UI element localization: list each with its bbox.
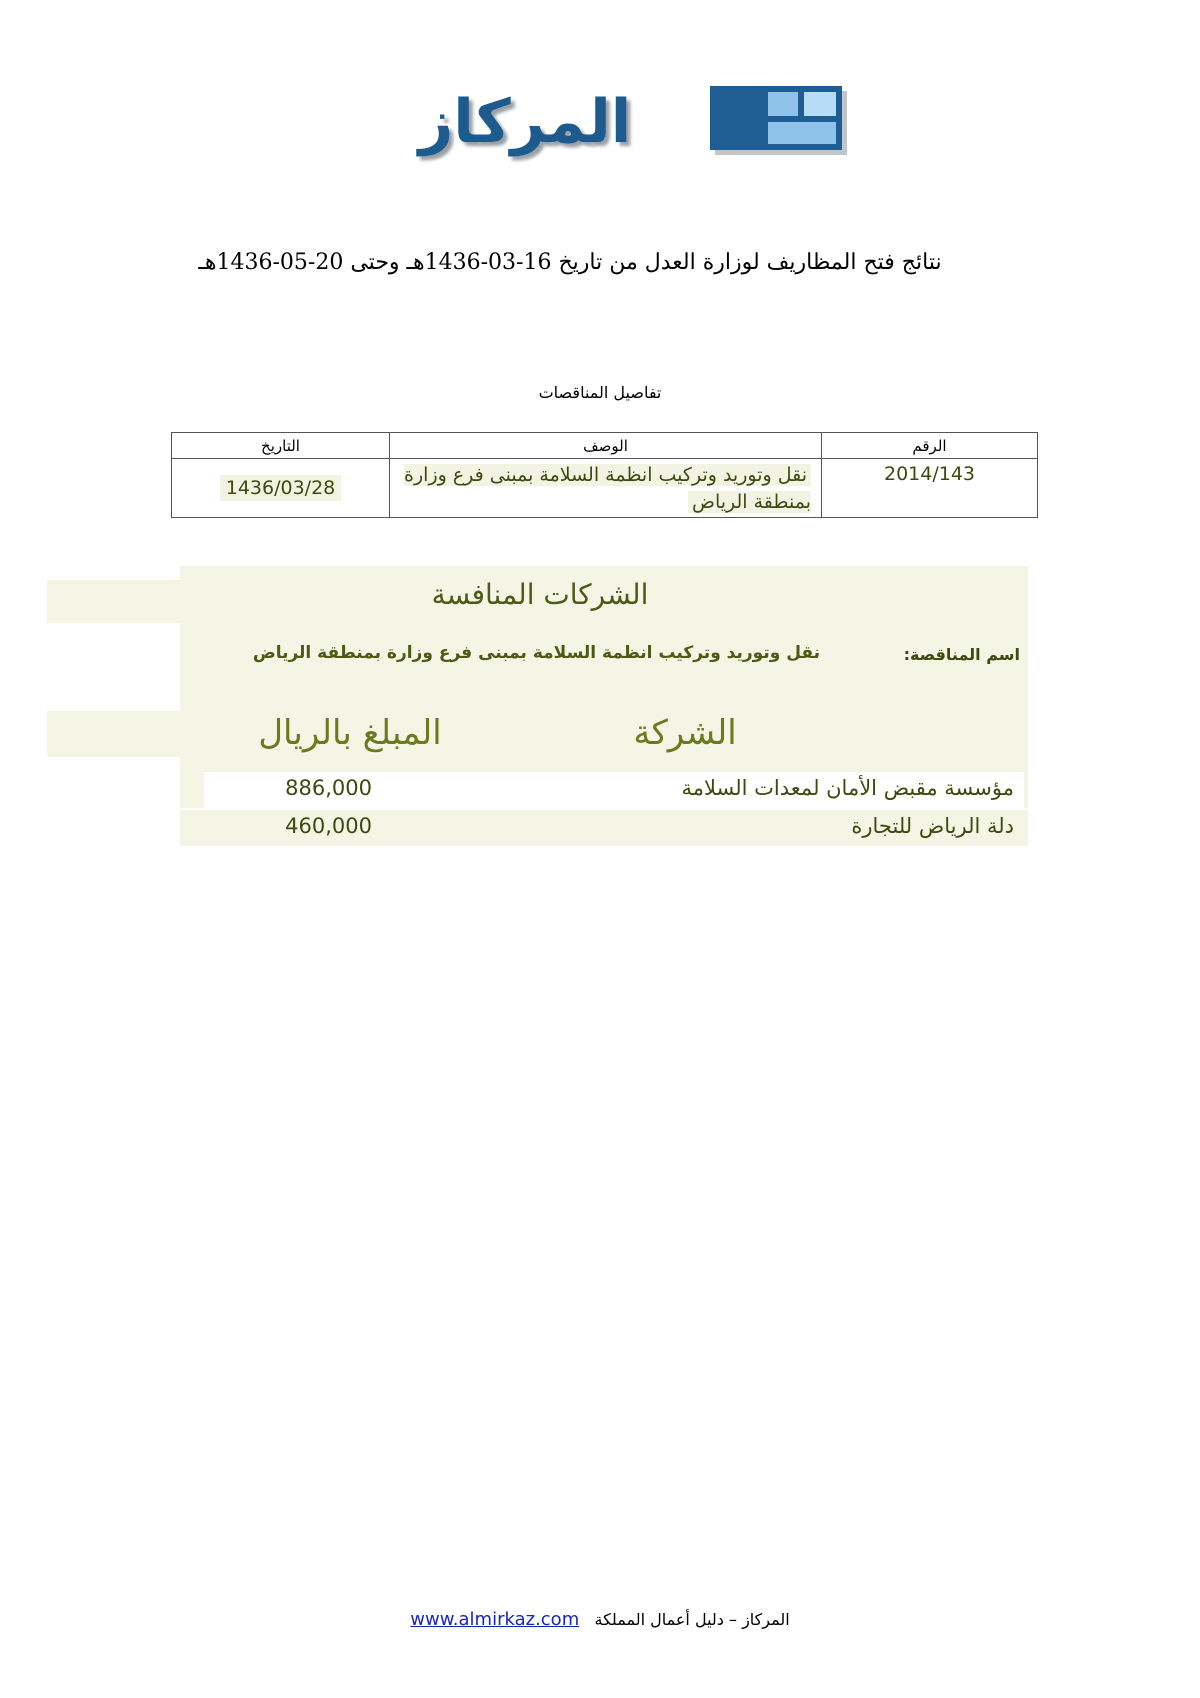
logo-wordmark: المركاز	[418, 87, 632, 157]
footer-text: المركاز – دليل أعمال المملكة	[594, 1610, 790, 1629]
tender-details-heading: تفاصيل المناقصات	[538, 383, 662, 402]
tender-description-cell	[390, 459, 822, 518]
tender-date: 1436/03/28	[220, 475, 342, 501]
tender-name-label: اسم المناقصة:	[903, 645, 1020, 664]
header-date: التاريخ	[172, 433, 390, 459]
company-name: مؤسسة مقبض الأمان لمعدات السلامة	[681, 776, 1014, 800]
tender-description: نقل وتوريد وتركيب انظمة السلامة بمبنى فرع وزارة بمنطقة الرياض	[404, 464, 811, 513]
table-header-row	[172, 433, 1038, 459]
almirkaz-logo	[360, 78, 860, 168]
page-footer	[300, 1609, 900, 1630]
logo-grid-icon	[710, 86, 850, 156]
list-item	[180, 772, 1028, 808]
footer-website-link[interactable]: www.almirkaz.com	[410, 1609, 580, 1630]
list-item	[180, 810, 1028, 846]
tender-number: 2014/143	[822, 459, 1038, 518]
document-title: نتائج فتح المظاريف لوزارة العدل من تاريخ 16-03-1436هـ وحتى 20-05-1436هـ	[198, 250, 942, 275]
competitors-title: الشركات المنافسة	[431, 578, 649, 611]
tender-date-cell	[172, 459, 390, 518]
tender-details-table	[171, 432, 1038, 518]
table-row	[172, 459, 1038, 518]
section-band-decoration	[47, 580, 180, 623]
bid-amount: 460,000	[285, 814, 372, 838]
company-name: دلة الرياض للتجارة	[851, 814, 1014, 838]
column-header-amount: المبلغ بالريال	[258, 713, 442, 753]
section-band-decoration	[47, 711, 180, 757]
column-header-company: الشركة	[633, 713, 737, 753]
tender-name-value: نقل وتوريد وتركيب انظمة السلامة بمبنى فرع وزارة بمنطقة الرياض	[252, 643, 820, 663]
header-number: الرقم	[822, 433, 1038, 459]
bid-amount: 886,000	[285, 776, 372, 800]
header-description: الوصف	[390, 433, 822, 459]
